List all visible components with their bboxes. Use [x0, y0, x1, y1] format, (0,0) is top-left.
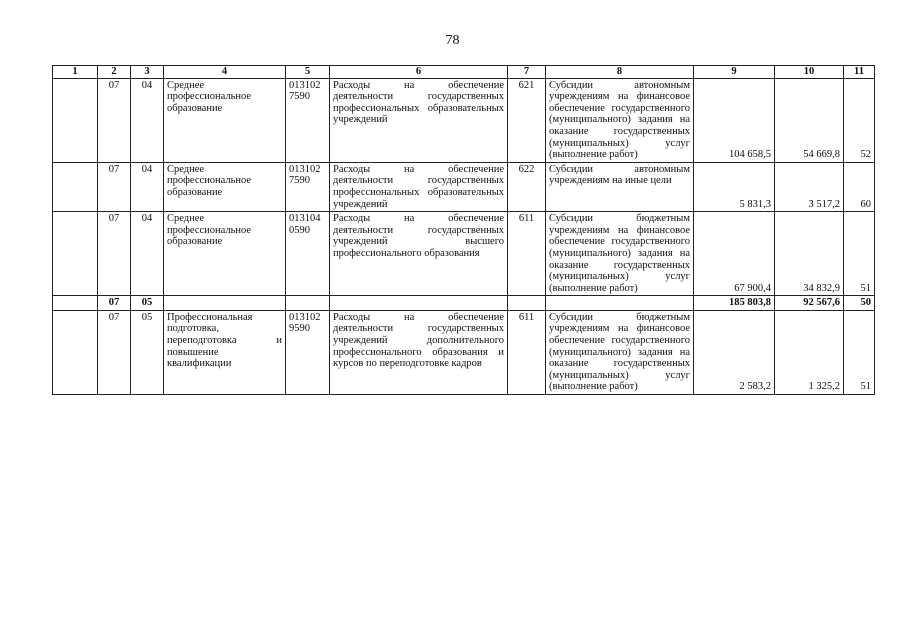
page-number: 78 — [445, 33, 460, 48]
column-header: 7 — [508, 66, 546, 79]
column-header: 1 — [53, 66, 98, 79]
cell-amount-plan: 104 658,5 — [694, 78, 775, 162]
cell-amount-plan: 5 831,3 — [694, 162, 775, 211]
cell-section: 07 — [98, 310, 131, 394]
cell-subsection-name: Среднее профессиональное образование — [164, 212, 286, 296]
cell-section: 07 — [98, 78, 131, 162]
cell-percent: 51 — [844, 310, 875, 394]
budget-table — [52, 65, 875, 395]
cell-target-code — [286, 296, 330, 311]
cell-target-code: 013104 0590 — [286, 212, 330, 296]
cell-target-code: 013102 9590 — [286, 310, 330, 394]
column-header: 2 — [98, 66, 131, 79]
column-header: 11 — [844, 66, 875, 79]
subtotal-row — [53, 296, 875, 311]
cell-percent: 60 — [844, 162, 875, 211]
cell-expense-type-name: Субсидии автономным учреждениям на иные цели — [546, 162, 694, 211]
cell-amount-actual: 34 832,9 — [775, 212, 844, 296]
table-row — [53, 310, 875, 394]
cell-col1 — [53, 78, 98, 162]
cell-target-code: 013102 7590 — [286, 78, 330, 162]
column-header: 4 — [164, 66, 286, 79]
cell-target-code: 013102 7590 — [286, 162, 330, 211]
cell-expense-type: 611 — [508, 212, 546, 296]
cell-subsection: 04 — [131, 212, 164, 296]
cell-section: 07 — [98, 296, 131, 311]
table-row — [53, 212, 875, 296]
cell-expense-name: Расходы на обеспечение деятельности государственных профессиональных образовательных учреждений — [330, 78, 508, 162]
table-row — [53, 162, 875, 211]
cell-subsection-name: Среднее профессиональное образование — [164, 162, 286, 211]
cell-amount-plan: 2 583,2 — [694, 310, 775, 394]
cell-amount-actual: 92 567,6 — [775, 296, 844, 311]
cell-subsection: 04 — [131, 78, 164, 162]
cell-amount-actual: 1 325,2 — [775, 310, 844, 394]
cell-section: 07 — [98, 162, 131, 211]
header-row — [53, 66, 875, 79]
cell-expense-type: 622 — [508, 162, 546, 211]
cell-amount-plan: 67 900,4 — [694, 212, 775, 296]
column-header: 9 — [694, 66, 775, 79]
cell-col1 — [53, 310, 98, 394]
cell-subsection: 05 — [131, 310, 164, 394]
cell-subsection-name: Среднее профессиональное образование — [164, 78, 286, 162]
cell-expense-name: Расходы на обеспечение деятельности государственных учреждений высшего профессионального образования — [330, 212, 508, 296]
cell-subsection-name: Профессиональная подготовка, переподготовка и повышение квалификации — [164, 310, 286, 394]
cell-amount-plan: 185 803,8 — [694, 296, 775, 311]
column-header: 10 — [775, 66, 844, 79]
column-header: 5 — [286, 66, 330, 79]
cell-col1 — [53, 162, 98, 211]
cell-expense-type: 611 — [508, 310, 546, 394]
cell-col1 — [53, 296, 98, 311]
cell-subsection: 04 — [131, 162, 164, 211]
cell-expense-type-name — [546, 296, 694, 311]
column-header: 8 — [546, 66, 694, 79]
cell-section: 07 — [98, 212, 131, 296]
cell-subsection: 05 — [131, 296, 164, 311]
cell-expense-type-name: Субсидии бюджетным учреждениям на финансовое обеспечение государственного (муниципального) задания на оказание государственных (муниципальных) услуг (выполнение работ) — [546, 212, 694, 296]
column-header: 6 — [330, 66, 508, 79]
cell-expense-name: Расходы на обеспечение деятельности государственных учреждений дополнительного профессионального образования и курсов по переподготовке кадров — [330, 310, 508, 394]
cell-amount-actual: 3 517,2 — [775, 162, 844, 211]
cell-expense-name — [330, 296, 508, 311]
cell-expense-type-name: Субсидии бюджетным учреждениям на финансовое обеспечение государственного (муниципального) задания на оказание государственных (муниципальных) услуг (выполнение работ) — [546, 310, 694, 394]
cell-expense-type: 621 — [508, 78, 546, 162]
cell-col1 — [53, 212, 98, 296]
table-row — [53, 78, 875, 162]
cell-expense-type-name: Субсидии автономным учреждениям на финансовое обеспечение государственного (муниципального) задания на оказание государственных (муниципальных) услуг (выполнение работ) — [546, 78, 694, 162]
cell-amount-actual: 54 669,8 — [775, 78, 844, 162]
cell-expense-name: Расходы на обеспечение деятельности государственных профессиональных образовательных учреждений — [330, 162, 508, 211]
cell-percent: 52 — [844, 78, 875, 162]
cell-expense-type — [508, 296, 546, 311]
cell-percent: 51 — [844, 212, 875, 296]
cell-subsection-name — [164, 296, 286, 311]
column-header: 3 — [131, 66, 164, 79]
cell-percent: 50 — [844, 296, 875, 311]
